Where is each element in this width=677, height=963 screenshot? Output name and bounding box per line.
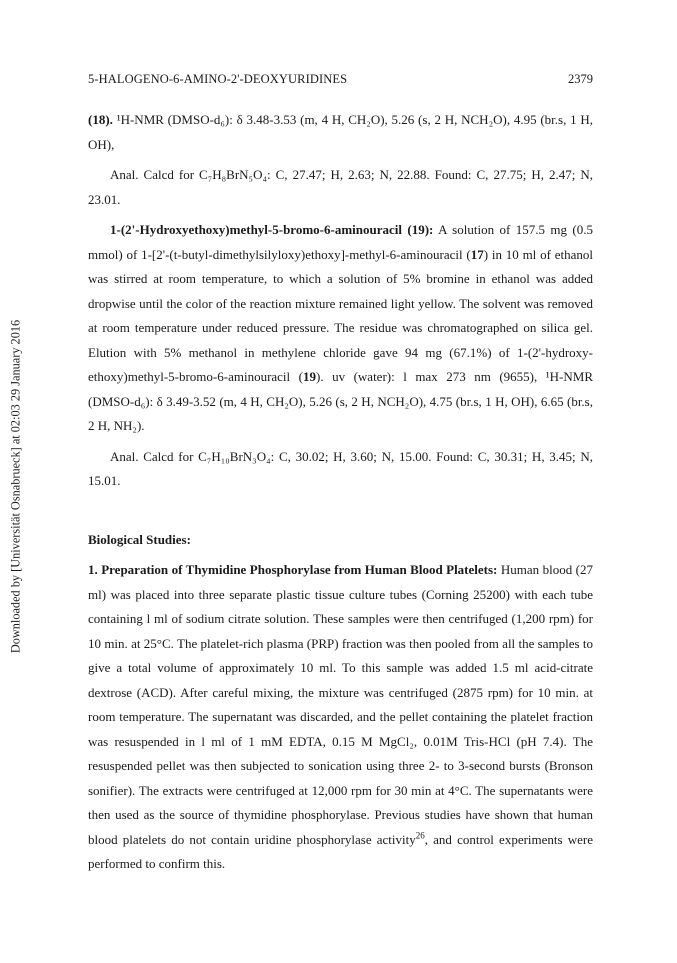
- synthesis-text-3: ). uv (water): l max 273 nm (9655), ¹H-NMR (DMSO-d₆): δ 3.49-3.52 (m, 4 H, CH₂O), 5.26 (s, 2 H, NCH₂O), 4.75 (br.s, 1 H, OH), 6.65 (br.s, 2 H, NH₂).: [88, 369, 593, 433]
- running-title: 5-HALOGENO-6-AMINO-2'-DEOXYURIDINES: [88, 72, 348, 86]
- compound-ref-17: 17: [470, 246, 484, 262]
- body-text: [88, 108, 593, 877]
- section-text-1: Human blood (27 ml) was placed into three separate plastic tissue culture tubes (Corning 25200) with each tube containing l ml of sodium citrate solution. These samples were then centrifuged (1,200 rpm) for 10 min. at 25°C. The platelet-rich plasma (PRP) fraction was then pooled from all the samples to give a total volume of approximately 10 ml. To this sample was added 1.5 ml acid-citrate dextrose (ACD). After careful mixing, the mixture was centrifuged (2875 rpm) for 10 min. at room temperature. The supernatant was discarded, and the pellet containing the platelet fraction was resuspended in l ml of 1 mM EDTA, 0.15 M MgCl₂, 0.01M Tris-HCl (pH 7.4). The resuspended pellet was then subjected to sonication using three 2- to 3-second bursts (Bronson sonifier). The extracts were centrifuged at 12,000 rpm for 30 min at 4°C. The supernatants were then used as the source of thymidine phosphorylase. Previous studies have shown that human blood platelets do not contain uridine phosphorylase activity: [88, 562, 593, 847]
- compound-title: 1-(2'-Hydroxyethoxy)methyl-5-bromo-6-aminouracil (19):: [110, 222, 434, 237]
- subsection-heading: 1. Preparation of Thymidine Phosphorylase from Human Blood Platelets:: [88, 562, 498, 577]
- elemental-analysis-1: Anal. Calcd for C₇H₈BrN₅O₄: C, 27.47; H, 2.63; N, 22.88. Found: C, 27.75; H, 2.47; N, 23.01.: [88, 167, 593, 207]
- synthesis-text-2: ) in 10 ml of ethanol was stirred at room temperature, to which a solution of 5% bromine in ethanol was added dropwise until the color of the reaction mixture remained light yellow. The solvent was removed at room temperature under reduced pressure. The residue was chromatographed on silica gel. Elution with 5% methanol in methylene chloride gave 94 mg (67.1%) of 1-(2'-hydroxy-ethoxy)methyl-5-bromo-6-aminouracil (: [88, 246, 593, 384]
- elemental-analysis-2: Anal. Calcd for C₇H₁₀BrN₃O₄: C, 30.02; H, 3.60; N, 15.00. Found: C, 30.31; H, 3.45; N, 15.01.: [88, 448, 593, 488]
- compound-ref-19: 19: [303, 369, 316, 384]
- section-heading: Biological Studies:: [88, 531, 191, 547]
- synthesis-text-1: A solution of 157.5 mg (0.5 mmol) of 1-[2'-(t-butyl-dimethylsilyloxy)ethoxy]-methyl-6-aminouracil (: [88, 222, 593, 262]
- citation-number: 26: [415, 830, 425, 841]
- section-paragraph: [88, 558, 593, 877]
- synthesis-paragraph: [88, 218, 593, 439]
- download-watermark: Downloaded by [Universität Osnabrueck] at 02:03 29 January 2016: [8, 319, 23, 654]
- section-text-2: , and control experiments were performed to confirm this.: [88, 831, 593, 871]
- page-number: 2379: [568, 72, 593, 86]
- compound-ref: (18).: [88, 112, 113, 127]
- nmr-data-paragraph: [88, 108, 593, 157]
- nmr-data-text: ¹H-NMR (DMSO-d₆): δ 3.48-3.53 (m, 4 H, CH₂O), 5.26 (s, 2 H, NCH₂O), 4.95 (br.s, 1 H, OH),: [88, 112, 593, 152]
